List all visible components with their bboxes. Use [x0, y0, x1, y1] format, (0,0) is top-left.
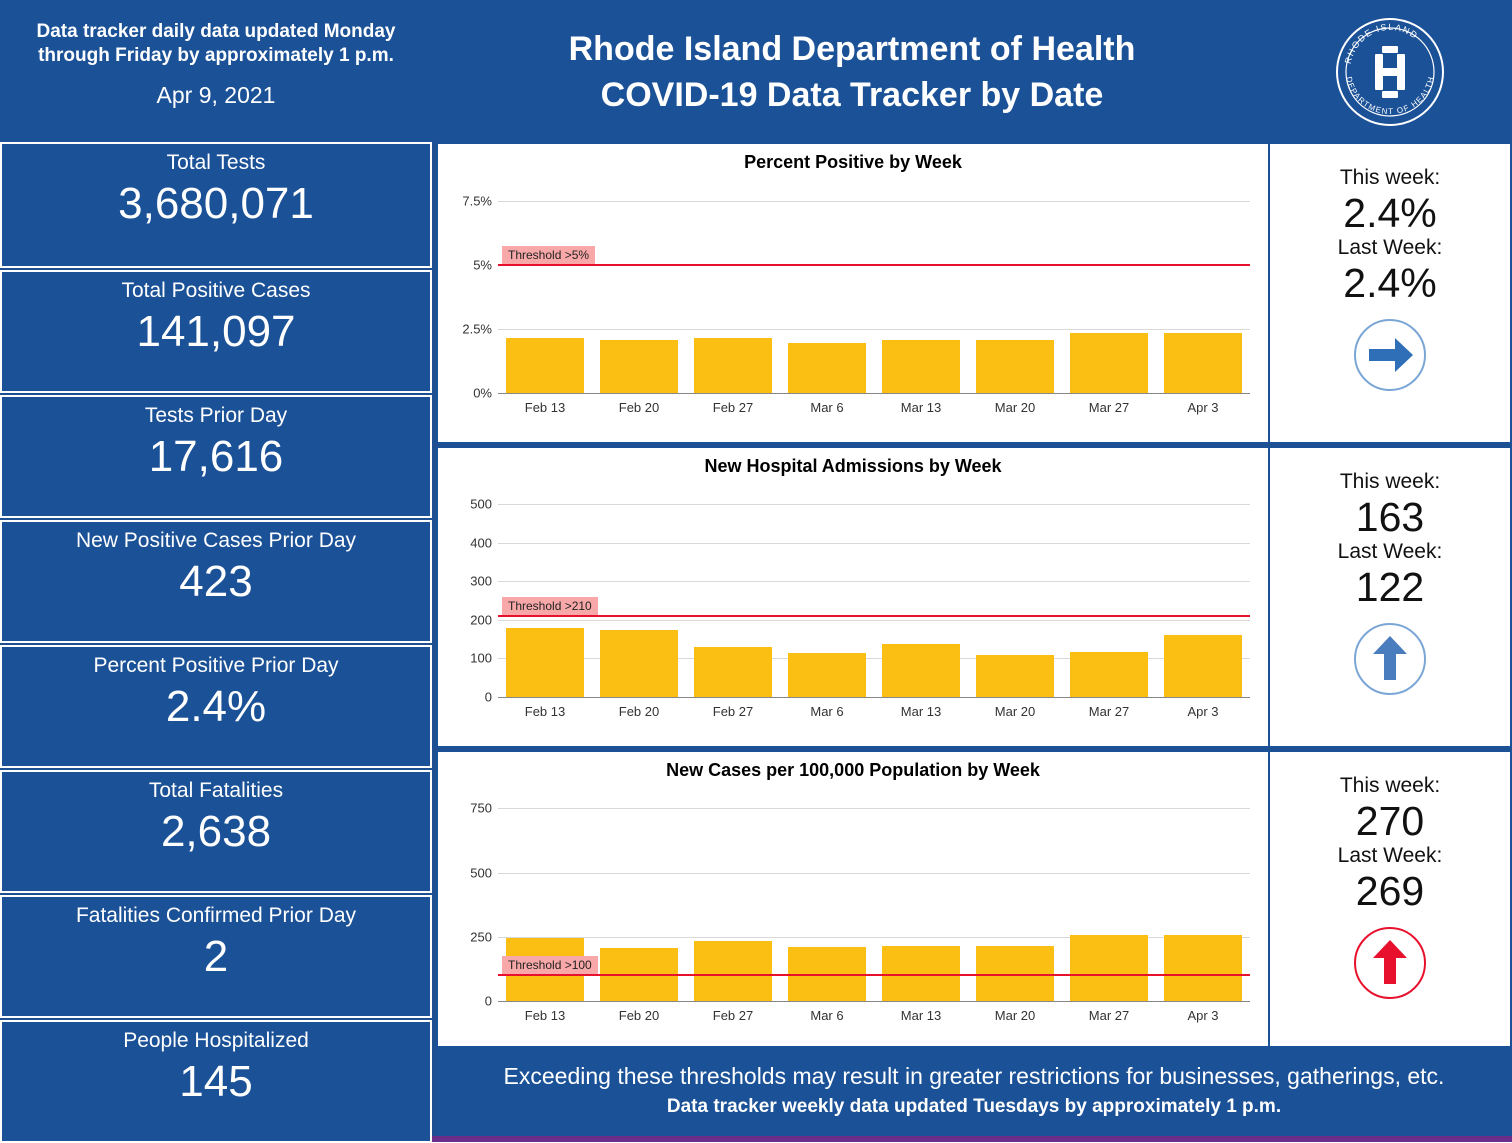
bar-slot — [498, 490, 592, 698]
y-axis-tick-label: 0% — [473, 385, 492, 401]
bar-slot — [1156, 186, 1250, 394]
chart-row-percent-positive — [436, 142, 1512, 444]
bar-slot — [686, 490, 780, 698]
threshold-label: Threshold >210 — [502, 597, 598, 615]
arrow-right-icon — [1351, 316, 1429, 394]
x-axis-tick-label: Feb 27 — [712, 704, 754, 719]
bar-slot — [686, 186, 780, 394]
x-axis-tick-label: Mar 13 — [900, 1008, 942, 1023]
this-week-value: 2.4% — [1343, 190, 1437, 236]
header-title-block — [432, 0, 1272, 142]
this-week-label: This week: — [1339, 774, 1441, 797]
x-axis-tick-label: Mar 27 — [1088, 1008, 1130, 1023]
trend-arrow-up-alert — [1270, 924, 1510, 1002]
update-note: Data tracker daily data updated Monday through Friday by approximately 1 p.m. — [36, 21, 396, 66]
bar-slot — [874, 186, 968, 394]
metric-total-fatalities — [0, 770, 432, 893]
x-axis-labels — [498, 394, 1250, 415]
metric-value: 145 — [179, 1057, 253, 1106]
bar[interactable] — [976, 655, 1055, 698]
x-axis-tick-label: Mar 6 — [810, 1008, 844, 1023]
metric-label: Percent Positive Prior Day — [93, 654, 339, 677]
y-axis-tick-label: 2.5% — [462, 321, 492, 337]
x-axis-tick-label: Mar 13 — [900, 400, 942, 415]
this-week-label: This week: — [1339, 470, 1441, 493]
metric-total-tests — [0, 142, 432, 268]
arrow-up-icon — [1351, 620, 1429, 698]
bar-slot — [968, 794, 1062, 1002]
chart-title: Percent Positive by Week — [744, 152, 962, 172]
plot-area — [438, 482, 1268, 742]
metric-value: 423 — [179, 557, 253, 606]
chart-row-hospital-admissions — [436, 446, 1512, 748]
metric-value: 141,097 — [136, 307, 296, 356]
x-axis-tick-label: Mar 27 — [1088, 704, 1130, 719]
x-axis-tick-label: Mar 6 — [810, 400, 844, 415]
y-axis-tick-label: 7.5% — [462, 193, 492, 209]
metric-label: Fatalities Confirmed Prior Day — [75, 904, 357, 927]
bar[interactable] — [694, 647, 773, 698]
bar-slot — [1062, 794, 1156, 1002]
last-week-value: 269 — [1355, 868, 1425, 914]
bar-series — [498, 186, 1250, 394]
metric-value: 2 — [203, 932, 229, 981]
chart-row-cases-per-100k — [436, 750, 1512, 1052]
bar-slot — [780, 186, 874, 394]
chart-hospital-admissions — [438, 448, 1268, 746]
x-axis-tick-label: Mar 20 — [994, 704, 1036, 719]
y-axis-tick-label: 250 — [470, 929, 492, 945]
trend-arrow-right — [1270, 316, 1510, 394]
metric-value: 3,680,071 — [118, 179, 314, 228]
metric-fatalities-confirmed-prior-day — [0, 895, 432, 1018]
metric-label: Tests Prior Day — [144, 404, 288, 427]
bar[interactable] — [1164, 635, 1243, 698]
last-week-label: Last Week: — [1337, 844, 1443, 867]
bar[interactable] — [506, 338, 585, 394]
bar[interactable] — [882, 644, 961, 698]
metric-new-positive-cases-prior-day — [0, 520, 432, 643]
bar[interactable] — [1070, 652, 1149, 698]
y-axis-tick-label: 500 — [470, 496, 492, 512]
x-axis-labels — [498, 1002, 1250, 1023]
bar-slot — [1062, 186, 1156, 394]
this-week-label: This week: — [1339, 166, 1441, 189]
metric-label: People Hospitalized — [123, 1029, 309, 1052]
bar[interactable] — [694, 941, 773, 1002]
metric-value: 17,616 — [148, 432, 284, 481]
x-axis-tick-label: Feb 20 — [618, 1008, 660, 1023]
y-axis-tick-label: 5% — [473, 257, 492, 273]
bar-slot — [498, 186, 592, 394]
plot-inner — [470, 794, 1250, 1023]
metric-total-positive-cases — [0, 270, 432, 393]
plot-inner — [462, 186, 1250, 415]
y-axis-tick-label: 0 — [484, 689, 492, 705]
y-axis-tick-label: 500 — [470, 865, 492, 881]
metric-label: Total Fatalities — [148, 779, 284, 802]
x-axis-tick-label: Mar 6 — [810, 704, 844, 719]
bar[interactable] — [600, 630, 679, 698]
health-department-seal-icon — [1320, 14, 1460, 130]
bar[interactable] — [1164, 333, 1243, 394]
bar-slot — [592, 186, 686, 394]
x-axis-tick-label: Apr 3 — [1187, 704, 1219, 719]
bar-slot — [968, 490, 1062, 698]
x-axis-tick-label: Feb 27 — [712, 1008, 754, 1023]
x-axis-tick-label: Feb 13 — [524, 1008, 566, 1023]
footer-weekly-update-note: Data tracker weekly data updated Tuesdays by approximately 1 p.m. — [666, 1096, 1282, 1117]
bar[interactable] — [788, 343, 867, 394]
last-week-label: Last Week: — [1337, 236, 1443, 259]
metric-label: New Positive Cases Prior Day — [75, 529, 357, 552]
bar[interactable] — [1164, 935, 1243, 1002]
bar-slot — [1156, 794, 1250, 1002]
last-week-value: 122 — [1355, 564, 1425, 610]
this-week-value: 163 — [1355, 494, 1425, 540]
x-axis-labels — [498, 698, 1250, 719]
this-week-value: 270 — [1355, 798, 1425, 844]
x-axis-tick-label: Feb 13 — [524, 400, 566, 415]
svg-text:RHODE ISLAND: RHODE ISLAND — [1342, 21, 1421, 65]
header-update-block — [0, 0, 432, 142]
bar[interactable] — [600, 340, 679, 394]
page-title: Rhode Island Department of Health — [568, 30, 1136, 68]
arrow-up-icon — [1351, 924, 1429, 1002]
chart-cases-per-100k — [438, 752, 1268, 1050]
bar[interactable] — [882, 340, 961, 394]
stat-percent-positive — [1268, 144, 1510, 442]
chart-title: New Hospital Admissions by Week — [704, 456, 1002, 476]
bar-series — [498, 794, 1250, 1002]
metric-value: 2,638 — [160, 807, 272, 856]
plot-inner — [470, 490, 1250, 719]
bar[interactable] — [506, 628, 585, 698]
bar-slot — [874, 490, 968, 698]
bar-slot — [686, 794, 780, 1002]
bar[interactable] — [976, 340, 1055, 394]
y-axis-tick-label: 0 — [484, 993, 492, 1009]
metric-people-hospitalized — [0, 1020, 432, 1143]
x-axis-tick-label: Mar 27 — [1088, 400, 1130, 415]
plot-area — [438, 786, 1268, 1046]
x-axis-tick-label: Feb 27 — [712, 400, 754, 415]
bar-slot — [968, 186, 1062, 394]
metric-label: Total Tests — [166, 151, 266, 174]
footer-threshold-note: Exceeding these thresholds may result in greater restrictions for businesses, gatherings, etc. — [503, 1063, 1445, 1089]
page-footer — [436, 1046, 1512, 1136]
x-axis-tick-label: Apr 3 — [1187, 400, 1219, 415]
chart-title: New Cases per 100,000 Population by Week — [666, 760, 1040, 780]
threshold-line — [498, 958, 1250, 976]
threshold-line — [498, 248, 1250, 266]
threshold-line — [498, 599, 1250, 617]
bar-slot — [1156, 490, 1250, 698]
x-axis-tick-label: Mar 13 — [900, 704, 942, 719]
y-axis-tick-label: 750 — [470, 800, 492, 816]
last-week-label: Last Week: — [1337, 540, 1443, 563]
ridoh-logo — [1320, 14, 1460, 130]
bar-slot — [592, 794, 686, 1002]
metric-tests-prior-day — [0, 395, 432, 518]
bar-slot — [780, 490, 874, 698]
metrics-sidebar — [0, 142, 432, 1136]
charts-panel — [436, 142, 1512, 1136]
last-week-value: 2.4% — [1343, 260, 1437, 306]
x-axis-tick-label: Apr 3 — [1187, 1008, 1219, 1023]
x-axis-tick-label: Feb 20 — [618, 704, 660, 719]
x-axis-tick-label: Feb 20 — [618, 400, 660, 415]
y-axis-tick-label: 400 — [470, 535, 492, 551]
page-subtitle: COVID-19 Data Tracker by Date — [600, 76, 1104, 114]
x-axis-tick-label: Mar 20 — [994, 400, 1036, 415]
bar-slot — [1062, 490, 1156, 698]
metric-label: Total Positive Cases — [121, 279, 311, 302]
plot-area — [438, 178, 1268, 438]
bar[interactable] — [788, 653, 867, 698]
stat-hospital-admissions — [1268, 448, 1510, 746]
report-date: Apr 9, 2021 — [156, 82, 276, 108]
trend-arrow-up — [1270, 620, 1510, 698]
x-axis-tick-label: Mar 20 — [994, 1008, 1036, 1023]
threshold-label: Threshold >100 — [502, 956, 598, 974]
bar-slot — [780, 794, 874, 1002]
threshold-label: Threshold >5% — [502, 246, 595, 264]
chart-percent-positive — [438, 144, 1268, 442]
y-axis-tick-label: 300 — [470, 573, 492, 589]
y-axis-tick-label: 100 — [470, 650, 492, 666]
svg-text:DEPARTMENT OF HEALTH: DEPARTMENT OF HEALTH — [1344, 75, 1436, 117]
bar[interactable] — [1070, 935, 1149, 1002]
x-axis-tick-label: Feb 13 — [524, 704, 566, 719]
bar[interactable] — [694, 338, 773, 394]
metric-percent-positive-prior-day — [0, 645, 432, 768]
y-axis-tick-label: 200 — [470, 612, 492, 628]
bar-series — [498, 490, 1250, 698]
bar[interactable] — [1070, 333, 1149, 394]
metric-value: 2.4% — [165, 682, 267, 731]
page-header — [0, 0, 1512, 142]
bar-slot — [592, 490, 686, 698]
stat-cases-per-100k — [1268, 752, 1510, 1050]
bar-slot — [874, 794, 968, 1002]
